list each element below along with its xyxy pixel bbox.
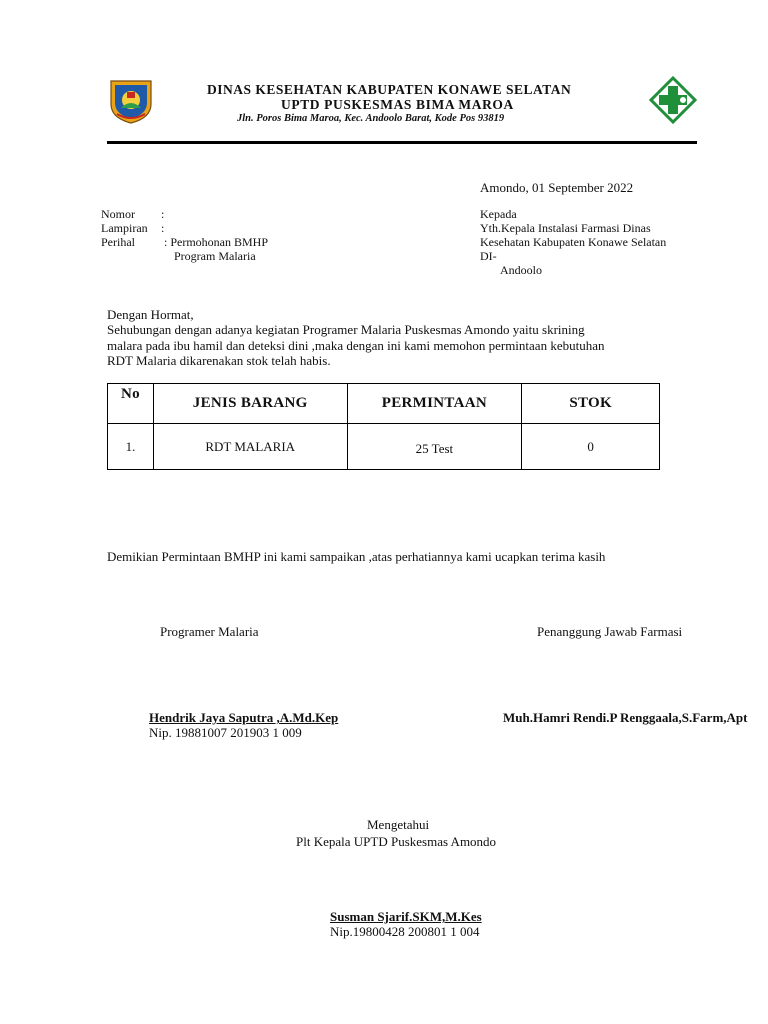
table-row [108,424,660,470]
col-header-request: PERMINTAAN [347,384,522,424]
closing-line: Demikian Permintaan BMHP ini kami sampaikan ,atas perhatiannya kami ucapkan terima kasih [107,549,606,564]
nomor-label: Nomor [101,207,135,221]
letterhead-agency: DINAS KESEHATAN KABUPATEN KONAWE SELATAN [207,82,572,97]
letterhead-unit: UPTD PUSKESMAS BIMA MAROA [281,97,514,112]
left-signer-nip: Nip. 19881007 201903 1 009 [149,725,302,740]
col-header-item: JENIS BARANG [153,384,347,424]
recipient-location: Andoolo [500,263,542,277]
body-line-1: Sehubungan dengan adanya kegiatan Programer Malaria Puskesmas Amondo yaitu skrining [107,322,585,337]
cell-no: 1. [108,424,154,470]
perihal-label: Perihal [101,235,135,249]
lampiran-colon: : [161,221,165,235]
acknowledged-label: Mengetahui [367,817,430,832]
greeting: Dengan Hormat, [107,307,194,322]
lampiran-label: Lampiran [101,221,148,235]
left-signer-role: Programer Malaria [160,624,259,639]
recipient-kepada: Kepada [480,207,517,221]
right-signer-role: Penanggung Jawab Farmasi [537,624,683,639]
right-signer-name: Muh.Hamri Rendi.P Renggaala,S.Farm,Apt [503,710,748,725]
perihal-value: : Permohonan BMHP [164,235,269,249]
col-header-stock: STOK [522,384,660,424]
recipient-title: Yth.Kepala Instalasi Farmasi Dinas [480,221,651,235]
puskesmas-cross-icon [647,76,699,124]
cell-item: RDT MALARIA [153,424,347,470]
col-header-no: No [108,384,154,424]
letterhead-address: Jln. Poros Bima Maroa, Kec. Andoolo Barat, Kode Pos 93819 [237,113,505,124]
head-role: Plt Kepala UPTD Puskesmas Amondo [296,834,497,849]
letterhead-divider [107,141,697,144]
body-line-3: RDT Malaria dikarenakan stok telah habis. [107,353,331,368]
recipient-agency: Kesehatan Kabupaten Konawe Selatan [480,235,667,249]
head-nip: Nip.19800428 200801 1 004 [330,924,480,939]
table-header-row [108,384,660,424]
letter-date: Amondo, 01 September 2022 [480,180,634,195]
left-signer-name: Hendrik Jaya Saputra ,A.Md.Kep [149,710,339,725]
head-name: Susman Sjarif.SKM,M.Kes [330,909,482,924]
recipient-di: DI- [480,249,497,263]
regency-crest-icon [107,78,155,124]
cell-request: 25 Test [347,424,522,470]
perihal-value-2: Program Malaria [174,249,256,263]
body-line-2: malara pada ibu hamil dan deteksi dini ,maka dengan ini kami memohon permintaan kebutuhan [107,338,605,353]
request-table [107,383,660,470]
cell-stock: 0 [522,424,660,470]
nomor-colon: : [161,207,165,221]
